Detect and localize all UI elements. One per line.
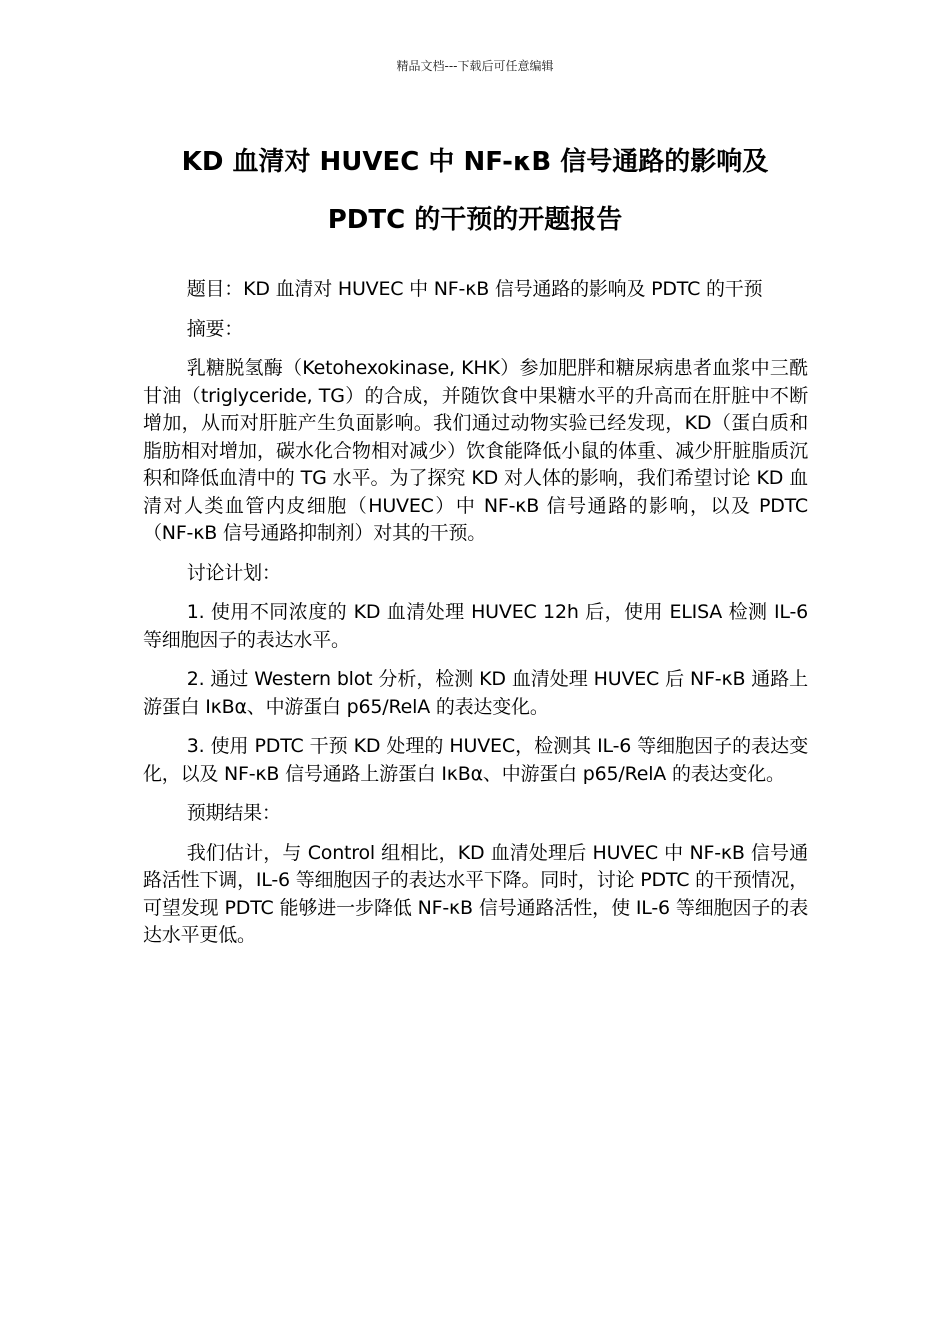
document-title-line-1: KD 血清对 HUVEC 中 NF-κB 信号通路的影响及 (181, 147, 769, 177)
page-header: 精品文档---下载后可任意编辑 (396, 59, 554, 73)
plan-heading: 讨论计划： (186, 561, 281, 584)
results-paragraph: 我们估计，与 Control 组相比，KD 血清处理后 HUVEC 中 NF-κB 信号通路活性下调，IL-6 等细胞因子的表达水平下降。同时，讨论 PDTC 的干预情况，可望发现 PDTC 能够进一步降低 NF-κB 信号通路活性，使 IL-6 等细胞因子的表达水平更低。 (143, 841, 808, 946)
abstract-heading: 摘要： (186, 317, 244, 340)
plan-item-1: 1. 使用不同浓度的 KD 血清处理 HUVEC 12h 后，使用 ELISA 检测 IL-6 等细胞因子的表达水平。 (143, 601, 808, 651)
document-body (143, 276, 808, 962)
document-title-line-2: PDTC 的干预的开题报告 (327, 205, 623, 235)
document-title (100, 133, 850, 249)
results-heading: 预期结果： (186, 802, 281, 824)
topic-paragraph: 题目：KD 血清对 HUVEC 中 NF-κB 信号通路的影响及 PDTC 的干预 (186, 278, 763, 300)
plan-item-3: 3. 使用 PDTC 干预 KD 处理的 HUVEC，检测其 IL-6 等细胞因子的表达变化，以及 NF-κB 信号通路上游蛋白 IκBα、中游蛋白 p65/RelA 的表达变化。 (143, 735, 808, 785)
abstract-paragraph: 乳糖脱氢酶（Ketohexokinase, KHK）参加肥胖和糖尿病患者血浆中三酰甘油（triglyceride, TG）的合成，并随饮食中果糖水平的升高而在肝脏中不断增加，从而对肝脏产生负面影响。我们通过动物实验已经发现，KD（蛋白质和脂肪相对增加，碳水化合物相对减少）饮食能降低小鼠的体重、减少肝脏脂质沉积和降低血清中的 TG 水平。为了探究 KD 对人体的影响，我们希望讨论 KD 血清对人类血管内皮细胞（HUVEC）中 NF-κB 信号通路的影响，以及 PDTC（NF-κB 信号通路抑制剂）对其的干预。 (143, 357, 808, 544)
plan-item-2: 2. 通过 Western blot 分析，检测 KD 血清处理 HUVEC 后 NF-κB 通路上游蛋白 IκBα、中游蛋白 p65/RelA 的表达变化。 (143, 668, 808, 718)
